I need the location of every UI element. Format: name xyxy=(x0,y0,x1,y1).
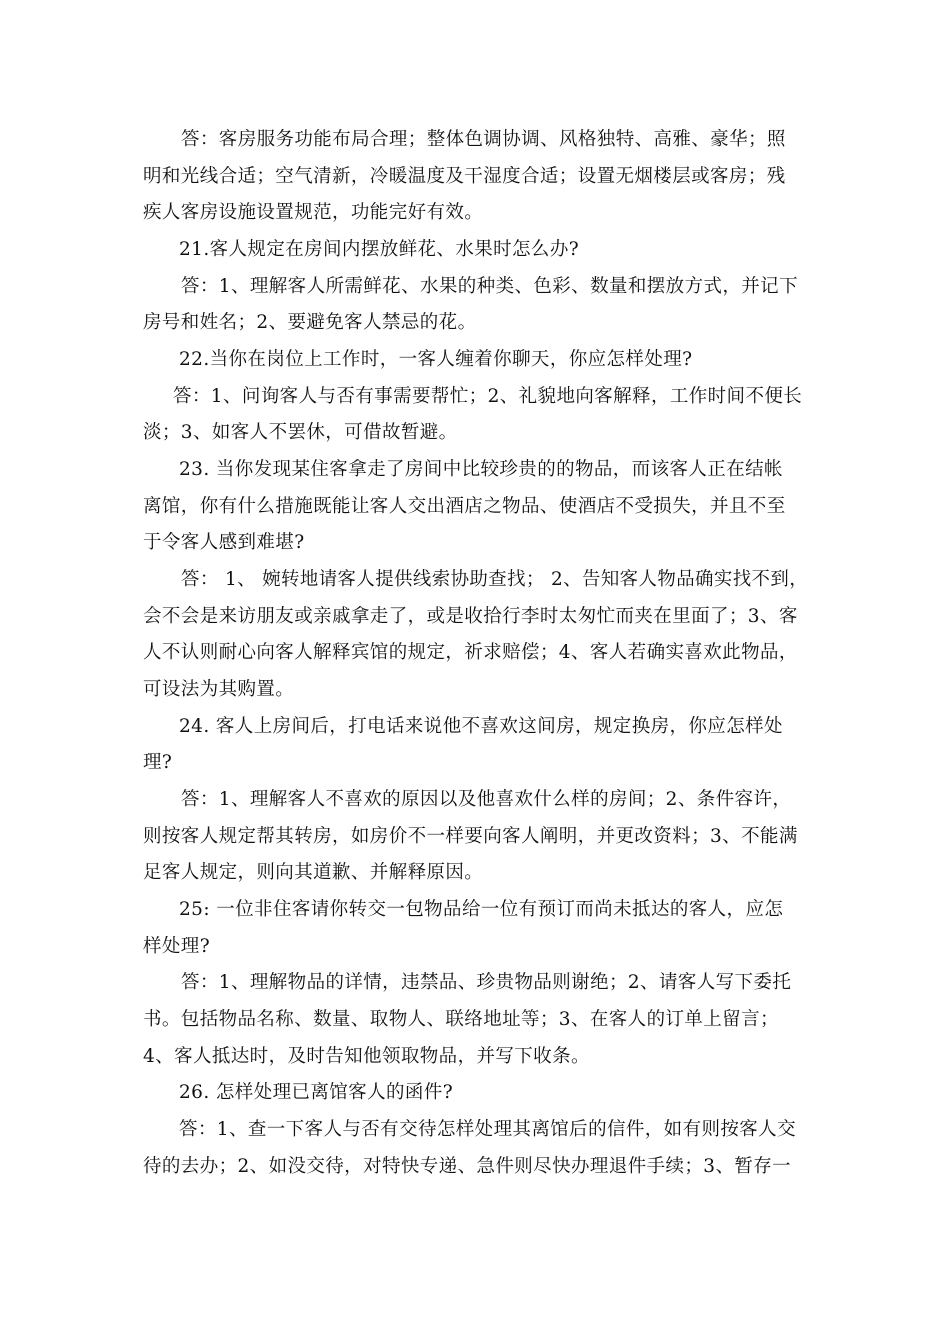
question-26: 26. 怎样处理已离馆客人的函件? xyxy=(179,1082,454,1103)
question-21: 21.客人规定在房间内摆放鲜花、水果时怎么办? xyxy=(179,239,580,260)
text-line: 待的去办；2、如没交待，对特快专递、急件则尽快办理退件手续；3、暂存一 xyxy=(143,1156,792,1177)
text-line: 离馆，你有什么措施既能让客人交出酒店之物品、使酒店不受损失，并且不至 xyxy=(143,496,786,517)
text-line: 可设法为其购置。 xyxy=(143,679,295,700)
text-line: 书。包括物品名称、数量、取物人、联络地址等；3、在客人的订单上留言； xyxy=(143,1009,779,1030)
text-line: 理? xyxy=(143,752,173,773)
text-line: 答： 1、 婉转地请客人提供线索协助查找； 2、告知客人物品确实找不到， xyxy=(181,569,809,590)
question-25: 25: 一位非住客请你转交一包物品给一位有预订而尚未抵达的客人，应怎 xyxy=(179,899,784,920)
question-22: 22.当你在岗位上工作时，一客人缠着你聊天，你应怎样处理? xyxy=(179,349,693,370)
text-line: 淡；3、如客人不罢休，可借故暂避。 xyxy=(143,422,458,443)
text-line: 4、客人抵达时，及时告知他领取物品，并写下收条。 xyxy=(143,1046,590,1067)
text-line: 明和光线合适；空气清新，冷暖温度及干湿度合适；设置无烟楼层或客房；残 xyxy=(143,166,786,187)
text-line: 足客人规定，则向其道歉、并解释原因。 xyxy=(143,862,484,883)
text-line: 人不认则耐心向客人解释宾馆的规定，祈求赔偿；4、客人若确实喜欢此物品， xyxy=(143,642,798,663)
text-line: 样处理? xyxy=(143,936,211,957)
text-line: 答：客房服务功能布局合理；整体色调协调、风格独特、高雅、豪华；照 xyxy=(181,129,786,150)
text-line: 答：1、理解物品的详情，违禁品、珍贵物品则谢绝；2、请客人写下委托 xyxy=(181,972,792,993)
question-23: 23. 当你发现某住客拿走了房间中比较珍贵的的物品，而该客人正在结帐 xyxy=(179,459,783,480)
text-line: 答：1、理解客人不喜欢的原因以及他喜欢什么样的房间；2、条件容许， xyxy=(181,789,792,810)
question-24: 24. 客人上房间后，打电话来说他不喜欢这间房，规定换房，你应怎样处 xyxy=(179,716,783,737)
text-line: 房号和姓名；2、要避免客人禁忌的花。 xyxy=(143,312,477,333)
text-line: 答：1、查一下客人与否有交待怎样处理其离馆后的信件，如有则按客人交 xyxy=(179,1119,796,1140)
text-line: 会不会是来访朋友或亲戚拿走了，或是收拾行李时太匆忙而夹在里面了；3、客 xyxy=(143,606,798,627)
text-line: 于令客人感到难堪? xyxy=(143,532,305,553)
text-line: 疾人客房设施设置规范，功能完好有效。 xyxy=(143,202,484,223)
text-line: 答：1、问询客人与否有事需要帮忙；2、礼貌地向客解释，工作时间不便长 xyxy=(173,386,803,407)
text-line: 答：1、理解客人所需鲜花、水果的种类、色彩、数量和摆放方式，并记下 xyxy=(181,276,798,297)
text-line: 则按客人规定帮其转房，如房价不一样要向客人阐明，并更改资料；3、不能满 xyxy=(143,826,798,847)
